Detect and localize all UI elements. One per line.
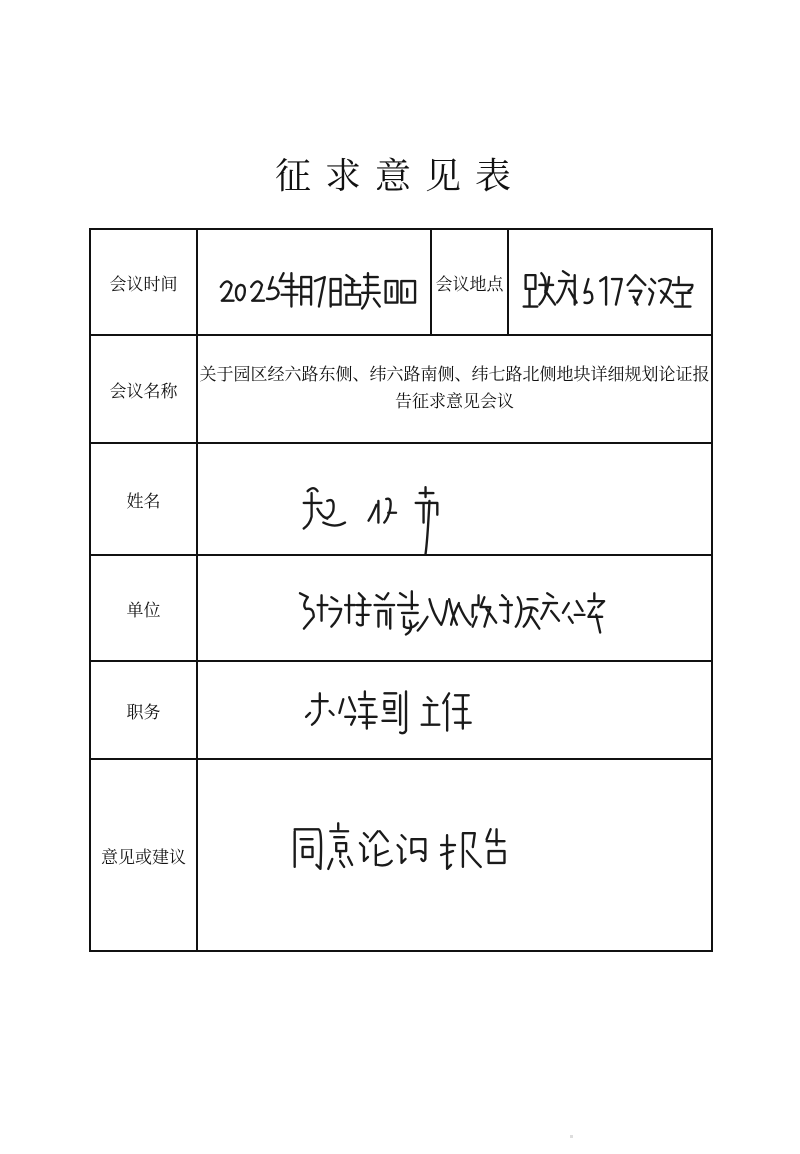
row-position <box>90 661 712 759</box>
meeting-time-value <box>197 229 431 335</box>
opinion-handwriting <box>198 760 711 950</box>
row-meeting-name <box>90 335 712 443</box>
row-name <box>90 443 712 555</box>
row-opinion <box>90 759 712 951</box>
name-signature <box>198 444 711 554</box>
meeting-name-label: 会议名称 <box>90 335 197 443</box>
unit-value <box>197 555 712 661</box>
page-speck <box>570 1135 573 1138</box>
unit-handwriting <box>198 556 711 660</box>
opinion-form-table <box>89 228 713 952</box>
name-label: 姓名 <box>90 443 197 555</box>
position-handwriting <box>198 662 711 758</box>
unit-label: 单位 <box>90 555 197 661</box>
row-unit <box>90 555 712 661</box>
position-value <box>197 661 712 759</box>
meeting-place-value <box>508 229 712 335</box>
row-meeting-time-place <box>90 229 712 335</box>
name-value <box>197 443 712 555</box>
form-title: 征求意见表 <box>274 156 525 197</box>
opinion-value <box>197 759 712 951</box>
position-label: 职务 <box>90 661 197 759</box>
opinion-label: 意见或建议 <box>90 759 197 951</box>
meeting-time-handwriting <box>198 230 430 334</box>
meeting-name-value: 关于园区经六路东侧、纬六路南侧、纬七路北侧地块详细规划论证报告征求意见会议 <box>197 335 712 443</box>
meeting-time-label: 会议时间 <box>90 229 197 335</box>
meeting-place-handwriting <box>509 230 711 334</box>
meeting-place-label: 会议地点 <box>431 229 508 335</box>
